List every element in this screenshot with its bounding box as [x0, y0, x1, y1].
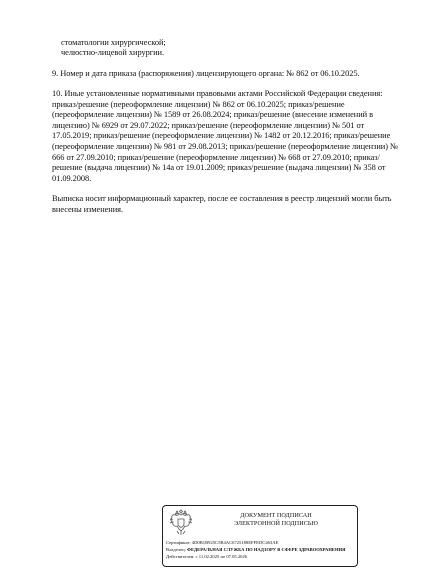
activity-line-oral-surgery: стоматологии хирургической; — [61, 38, 166, 47]
item-10-other-info: 10. Иные установленные нормативными правовыми актами Российской Федерации сведения: приказ/решение (переоформление лицензии) № 862 от 06.10.2025; приказ/решение (переоформление лицензии) № 1589 от 26.08.2024; приказ/решение (внесение изменений в лицензию) № 6929 от 29.07.2022; приказ/решение (переоформление лицензии) № 501 от 17.05.2019; приказ/решение (переоформление лицензии) № 1482 от 20.12.2016; приказ/решение (переоформление лицензии) № 981 от 29.08.2013; приказ/решение (переоформление лицензии) № 666 от 27.09.2010; приказ/решение (переоформление лицензии) № 668 от 27.09.2010; приказ/решение (выдача лицензии) № 14а от 19.01.2009; приказ/решение (выдача лицензии) № 358 от 01.09.2008. — [52, 89, 398, 183]
coat-of-arms-emblem-icon — [167, 509, 195, 537]
activity-line-maxillofacial-surgery: челюстно-лицевой хирургии. — [61, 48, 165, 57]
stamp-title-signed: ДОКУМЕНТ ПОДПИСАН — [240, 512, 312, 519]
stamp-owner-prefix: Владелец: — [166, 547, 186, 552]
stamp-owner: ФЕДЕРАЛЬНАЯ СЛУЖБА ПО НАДЗОРУ В СФЕРЕ ЗДРАВООХРАНЕНИЯ — [187, 547, 346, 552]
stamp-owner-line — [166, 547, 345, 553]
electronic-signature-stamp — [162, 505, 358, 567]
informational-note: Выписка носит информационный характер, после ее составления в реестр лицензий могли быть внесены изменения. — [52, 194, 392, 214]
item-9-order-number: 9. Номер и дата приказа (распоряжения) лицензирующего органа: № 862 от 06.10.2025. — [52, 69, 360, 78]
stamp-title-electronic-signature: ЭЛЕКТРОННОЙ ПОДПИСЬЮ — [234, 519, 318, 527]
stamp-validity: Действителен: с 11.02.2025 по 07.05.2026 — [166, 554, 248, 559]
stamp-certificate: Сертификат: 4D0B1B925C5B4AC6725188EFFEDC463AE — [166, 540, 279, 545]
